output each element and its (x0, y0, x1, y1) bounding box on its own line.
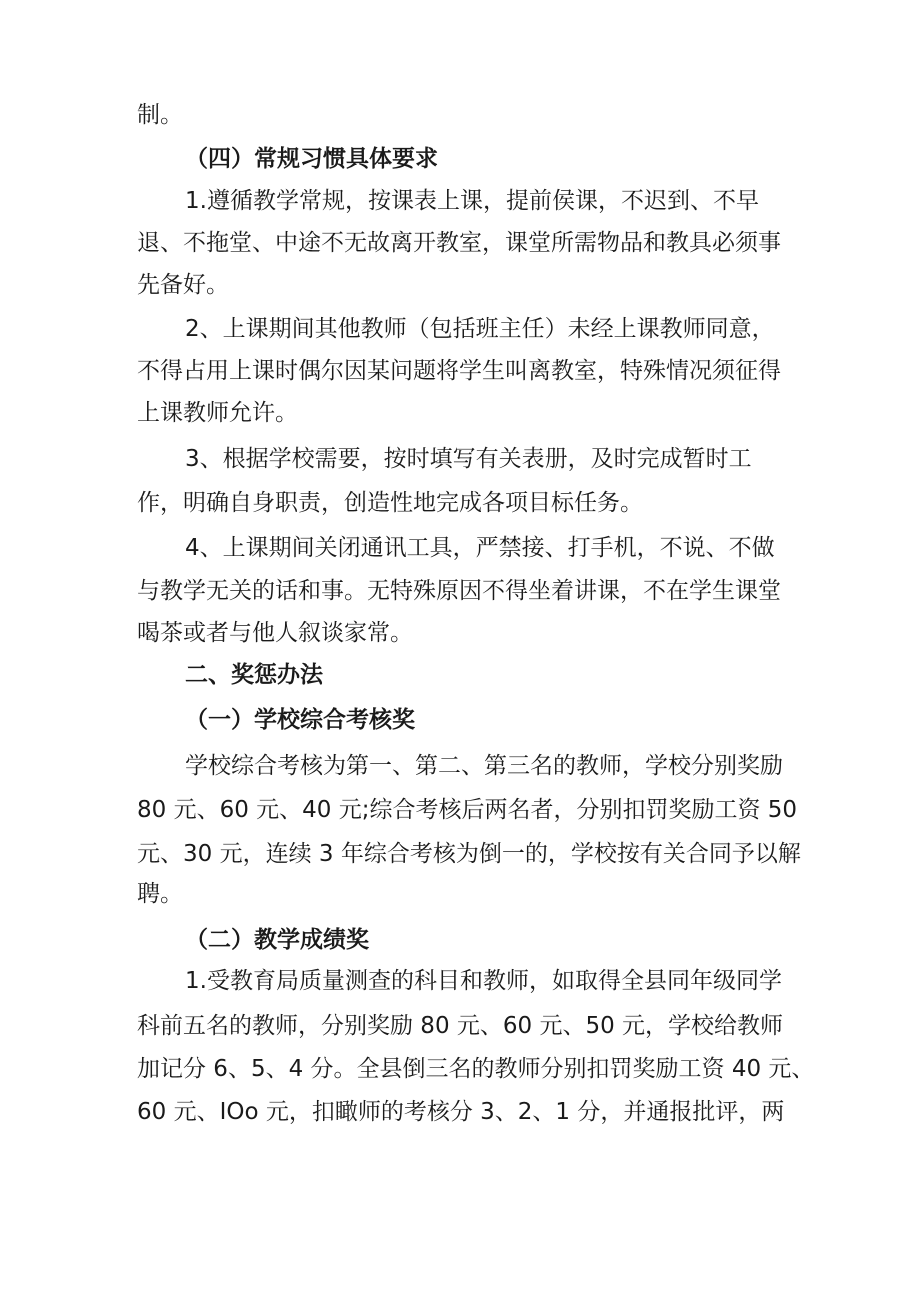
paragraph-line: 3、根据学校需要，按时填写有关表册，及时完成暂时工 (185, 446, 752, 472)
section-heading-4: （四）常规习惯具体要求 (185, 146, 438, 172)
paragraph-line: 1.受教育局质量测查的科目和教师，如取得全县同年级同学 (185, 968, 782, 994)
paragraph-line: 先备好。 (137, 272, 229, 298)
paragraph-line: 作，明确自身职责，创造性地完成各项目标任务。 (137, 490, 643, 516)
paragraph-line: 1.遵循教学常规，按课表上课，提前侯课，不迟到、不早 (185, 188, 759, 214)
paragraph-line: 2、上课期间其他教师（包括班主任）未经上课教师同意， (185, 316, 775, 342)
paragraph-line: 80 元、60 元、40 元;综合考核后两名者，分别扣罚奖励工资 50 (137, 797, 798, 823)
part-heading-2: 二、奖惩办法 (185, 662, 323, 688)
paragraph-line: 退、不拖堂、中途不无故离开教室，课堂所需物品和教具必须事 (137, 230, 781, 256)
paragraph-line: 上课教师允许。 (137, 400, 298, 426)
paragraph-line: 60 元、IOo 元，扣瞰师的考核分 3、2、1 分，并通报批评，两 (137, 1099, 785, 1125)
paragraph-line: 科前五名的教师，分别奖励 80 元、60 元、50 元，学校给教师 (137, 1013, 784, 1039)
paragraph-line: 喝茶或者与他人叙谈家常。 (137, 620, 413, 646)
paragraph-line: 与教学无关的话和事。无特殊原因不得坐着讲课，不在学生课堂 (137, 578, 781, 604)
paragraph-line: 加记分 6、5、4 分。全县倒三名的教师分别扣罚奖励工资 40 元、 (137, 1056, 815, 1082)
paragraph-line: 不得占用上课时偶尔因某问题将学生叫离教室，特殊情况须征得 (137, 358, 781, 384)
subsection-heading-1: （一）学校综合考核奖 (185, 707, 415, 733)
paragraph-line: 聘。 (137, 881, 183, 907)
paragraph-line: 元、30 元，连续 3 年综合考核为倒一的，学校按有关合同予以解 (137, 841, 801, 867)
paragraph-fragment: 制。 (137, 102, 183, 128)
subsection-heading-2: （二）教学成绩奖 (185, 927, 369, 953)
paragraph-line: 学校综合考核为第一、第二、第三名的教师，学校分别奖励 (185, 753, 783, 779)
paragraph-line: 4、上课期间关闭通讯工具，严禁接、打手机，不说、不做 (185, 535, 775, 561)
